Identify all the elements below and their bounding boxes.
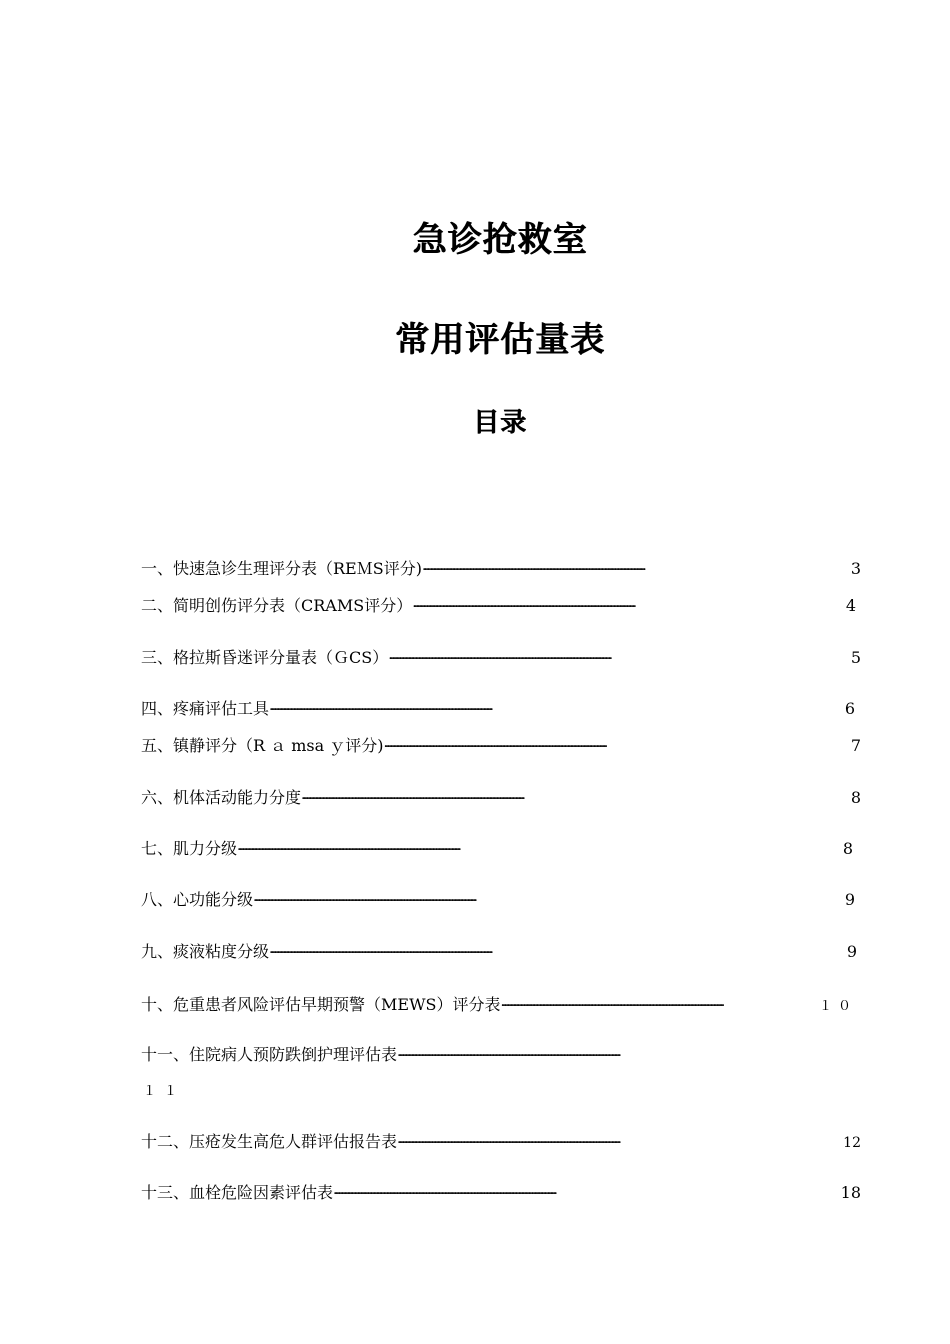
toc-entry-11-page: １１ bbox=[143, 1084, 186, 1099]
toc-leader-dots: ························································································································································· bbox=[237, 842, 459, 858]
toc-leader-dots: ························································································································································· bbox=[269, 945, 491, 961]
document-subtitle: 常用评估量表 bbox=[395, 320, 605, 360]
toc-leader-dots: ························································································································································· bbox=[388, 651, 611, 667]
toc-entry-page: 5 bbox=[850, 648, 861, 667]
toc-heading: 目录 bbox=[472, 408, 527, 438]
toc-entry-label: 三、格拉斯昏迷评分量表（ＧCS） bbox=[141, 648, 389, 667]
toc-entry-11[interactable] bbox=[141, 1043, 861, 1067]
toc-entry-label: 十三、血栓危险因素评估表 bbox=[141, 1183, 334, 1202]
toc-entry-page: 9 bbox=[844, 890, 855, 909]
toc-entry-label: 十一、住院病人预防跌倒护理评估表 bbox=[141, 1045, 398, 1064]
toc-leader-dots: ························································································································································· bbox=[397, 1048, 619, 1064]
toc-entry-page: 18 bbox=[840, 1183, 861, 1202]
toc-entry-label: 七、肌力分级 bbox=[141, 839, 238, 858]
toc-entry-5[interactable] bbox=[141, 734, 861, 758]
toc-entry-label: 六、机体活动能力分度 bbox=[141, 788, 302, 807]
toc-leader-dots: ························································································································································· bbox=[397, 1135, 619, 1151]
toc-leader-dots: ························································································································································· bbox=[253, 893, 475, 909]
toc-entry-6[interactable] bbox=[141, 786, 861, 810]
toc-leader-dots: ························································································································································· bbox=[500, 998, 723, 1014]
toc-entry-10[interactable] bbox=[141, 993, 857, 1017]
toc-entry-page: 3 bbox=[850, 559, 861, 578]
toc-leader-dots: ························································································································································· bbox=[269, 702, 491, 718]
toc-entry-page: 8 bbox=[842, 839, 853, 858]
toc-entry-label: 二、简明创伤评分表（CRAMS评分） bbox=[141, 596, 413, 615]
document-title: 急诊抢救室 bbox=[412, 220, 588, 260]
toc-entry-4[interactable] bbox=[141, 697, 855, 721]
toc-entry-label: 八、心功能分级 bbox=[141, 890, 254, 909]
toc-entry-page: １０ bbox=[818, 999, 857, 1014]
toc-leader-dots: ························································································································································· bbox=[301, 791, 523, 807]
toc-entry-label: 四、疼痛评估工具 bbox=[141, 699, 270, 718]
toc-leader-dots: ························································································································································· bbox=[421, 562, 644, 578]
toc-entry-label: 九、痰液粘度分级 bbox=[141, 942, 270, 961]
toc-entry-label: 十、危重患者风险评估早期预警（MEWS）评分表 bbox=[141, 995, 501, 1014]
toc-entry-page: 7 bbox=[850, 736, 861, 755]
toc-entry-7[interactable] bbox=[141, 837, 853, 861]
table-of-contents bbox=[141, 0, 861, 1344]
toc-entry-page: 12 bbox=[843, 1135, 861, 1151]
toc-entry-page: 8 bbox=[850, 788, 861, 807]
toc-entry-page: 6 bbox=[844, 699, 855, 718]
toc-entry-8[interactable] bbox=[141, 888, 855, 912]
toc-entry-2[interactable] bbox=[141, 594, 856, 618]
toc-entry-9[interactable] bbox=[141, 940, 857, 964]
toc-entry-1[interactable] bbox=[141, 557, 861, 581]
toc-leader-dots: ························································································································································· bbox=[333, 1186, 555, 1202]
toc-entry-label: 五、镇静评分（R ａ msa ｙ评分) bbox=[141, 736, 384, 755]
toc-entry-12[interactable] bbox=[141, 1130, 861, 1154]
toc-entry-3[interactable] bbox=[141, 646, 861, 670]
toc-entry-page: 4 bbox=[845, 596, 856, 615]
toc-leader-dots: ························································································································································· bbox=[412, 599, 635, 615]
toc-entry-page: 9 bbox=[846, 942, 857, 961]
toc-entry-label: 十二、压疮发生高危人群评估报告表 bbox=[141, 1132, 398, 1151]
toc-entry-13[interactable] bbox=[141, 1181, 861, 1205]
toc-leader-dots: ························································································································································· bbox=[383, 739, 606, 755]
toc-entry-label: 一、快速急诊生理评分表（REＭS评分) bbox=[141, 559, 422, 578]
